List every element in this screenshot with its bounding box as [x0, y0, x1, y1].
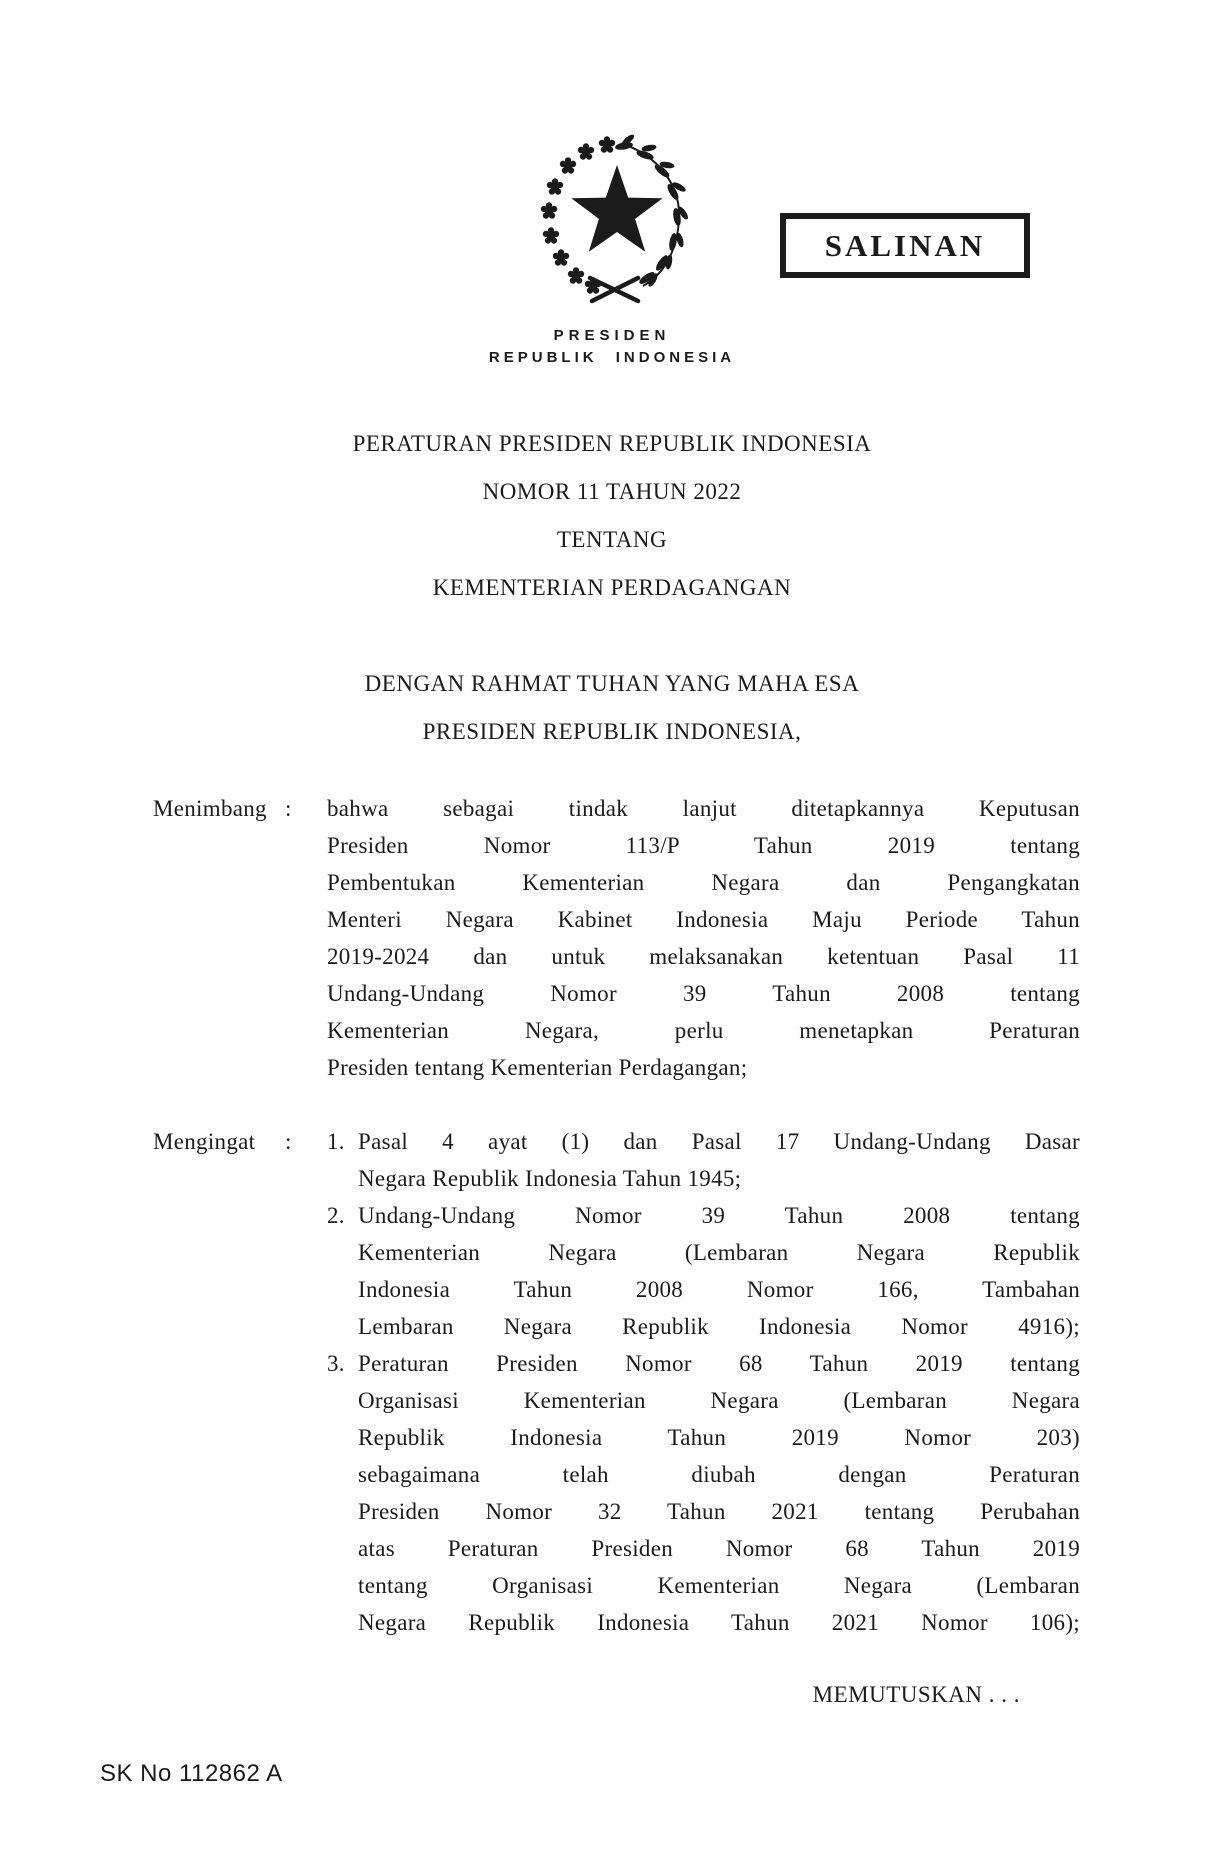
menimbang-label: Menimbang [153, 796, 267, 821]
text-line: Kementerian Negara, perlu menetapkan Peraturan [327, 1018, 1080, 1043]
presidential-emblem [533, 130, 693, 305]
text-line: sebagaimana telah diubah dengan Peraturan [358, 1462, 1080, 1487]
list-item-number: 2. [327, 1203, 345, 1228]
text-line: Negara Republik Indonesia Tahun 2021 Nomor 106); [358, 1610, 1080, 1635]
text-line: Kementerian Negara (Lembaran Negara Republik [358, 1240, 1080, 1265]
list-item [327, 1123, 1080, 1197]
text-line: KEMENTERIAN PERDAGANGAN [432, 575, 792, 600]
letterhead [0, 327, 1224, 366]
regulation-title [0, 420, 1224, 612]
list-item-number: 3. [327, 1351, 345, 1376]
text-line: Republik Indonesia Tahun 2019 Nomor 203) [358, 1425, 1080, 1450]
catchword: MEMUTUSKAN . . . [812, 1682, 1020, 1707]
text-line: Presiden Nomor 113/P Tahun 2019 tentang [327, 833, 1080, 858]
text-line: Indonesia Tahun 2008 Nomor 166, Tambahan [358, 1277, 1080, 1302]
menimbang-text [327, 790, 1080, 1086]
salinan-stamp-label: SALINAN [824, 227, 986, 263]
letterhead-line1: PRESIDEN [553, 327, 671, 344]
text-line: PERATURAN PRESIDEN REPUBLIK INDONESIA [352, 431, 872, 456]
text-line: 2019-2024 dan untuk melaksanakan ketentuan Pasal 11 [327, 944, 1080, 969]
text-line: tentang Organisasi Kementerian Negara (Lembaran [358, 1573, 1080, 1598]
list-item-text [358, 1197, 1080, 1345]
text-line: Presiden tentang Kementerian Perdagangan; [327, 1055, 748, 1080]
text-line: NOMOR 11 TAHUN 2022 [482, 479, 742, 504]
text-line: Negara Republik Indonesia Tahun 1945; [358, 1166, 742, 1191]
text-line: Pembentukan Kementerian Negara dan Pengangkatan [327, 870, 1080, 895]
text-line: TENTANG [556, 527, 668, 552]
text-line: bahwa sebagai tindak lanjut ditetapkannya Keputusan [327, 796, 1080, 821]
text-line: Presiden Nomor 32 Tahun 2021 tentang Perubahan [358, 1499, 1080, 1524]
mengingat-items [327, 1123, 1080, 1641]
text-line: Lembaran Negara Republik Indonesia Nomor 4916); [358, 1314, 1080, 1339]
list-item [327, 1345, 1080, 1641]
letterhead-line2: REPUBLIK INDONESIA [488, 349, 736, 366]
text-line: Undang-Undang Nomor 39 Tahun 2008 tentang [327, 981, 1080, 1006]
text-line: PRESIDEN REPUBLIK INDONESIA, [422, 719, 802, 744]
list-item-text [358, 1123, 1080, 1197]
mengingat-label: Mengingat [153, 1129, 256, 1154]
sk-number: SK No 112862 A [100, 1760, 283, 1787]
text-line: DENGAN RAHMAT TUHAN YANG MAHA ESA [364, 671, 860, 696]
menimbang-colon: : [285, 796, 292, 821]
list-item-number: 1. [327, 1129, 345, 1154]
text-line: Organisasi Kementerian Negara (Lembaran Negara [358, 1388, 1080, 1413]
text-line: Pasal 4 ayat (1) dan Pasal 17 Undang-Undang Dasar [358, 1129, 1080, 1154]
text-line: atas Peraturan Presiden Nomor 68 Tahun 2019 [358, 1536, 1080, 1561]
preamble [0, 660, 1224, 756]
list-item [327, 1197, 1080, 1345]
list-item-text [358, 1345, 1080, 1641]
text-line: Undang-Undang Nomor 39 Tahun 2008 tentang [358, 1203, 1080, 1228]
star-icon [571, 165, 662, 252]
mengingat-colon: : [285, 1129, 292, 1154]
salinan-stamp [780, 213, 1030, 278]
text-line: Peraturan Presiden Nomor 68 Tahun 2019 tentang [358, 1351, 1080, 1376]
text-line: Menteri Negara Kabinet Indonesia Maju Periode Tahun [327, 907, 1080, 932]
